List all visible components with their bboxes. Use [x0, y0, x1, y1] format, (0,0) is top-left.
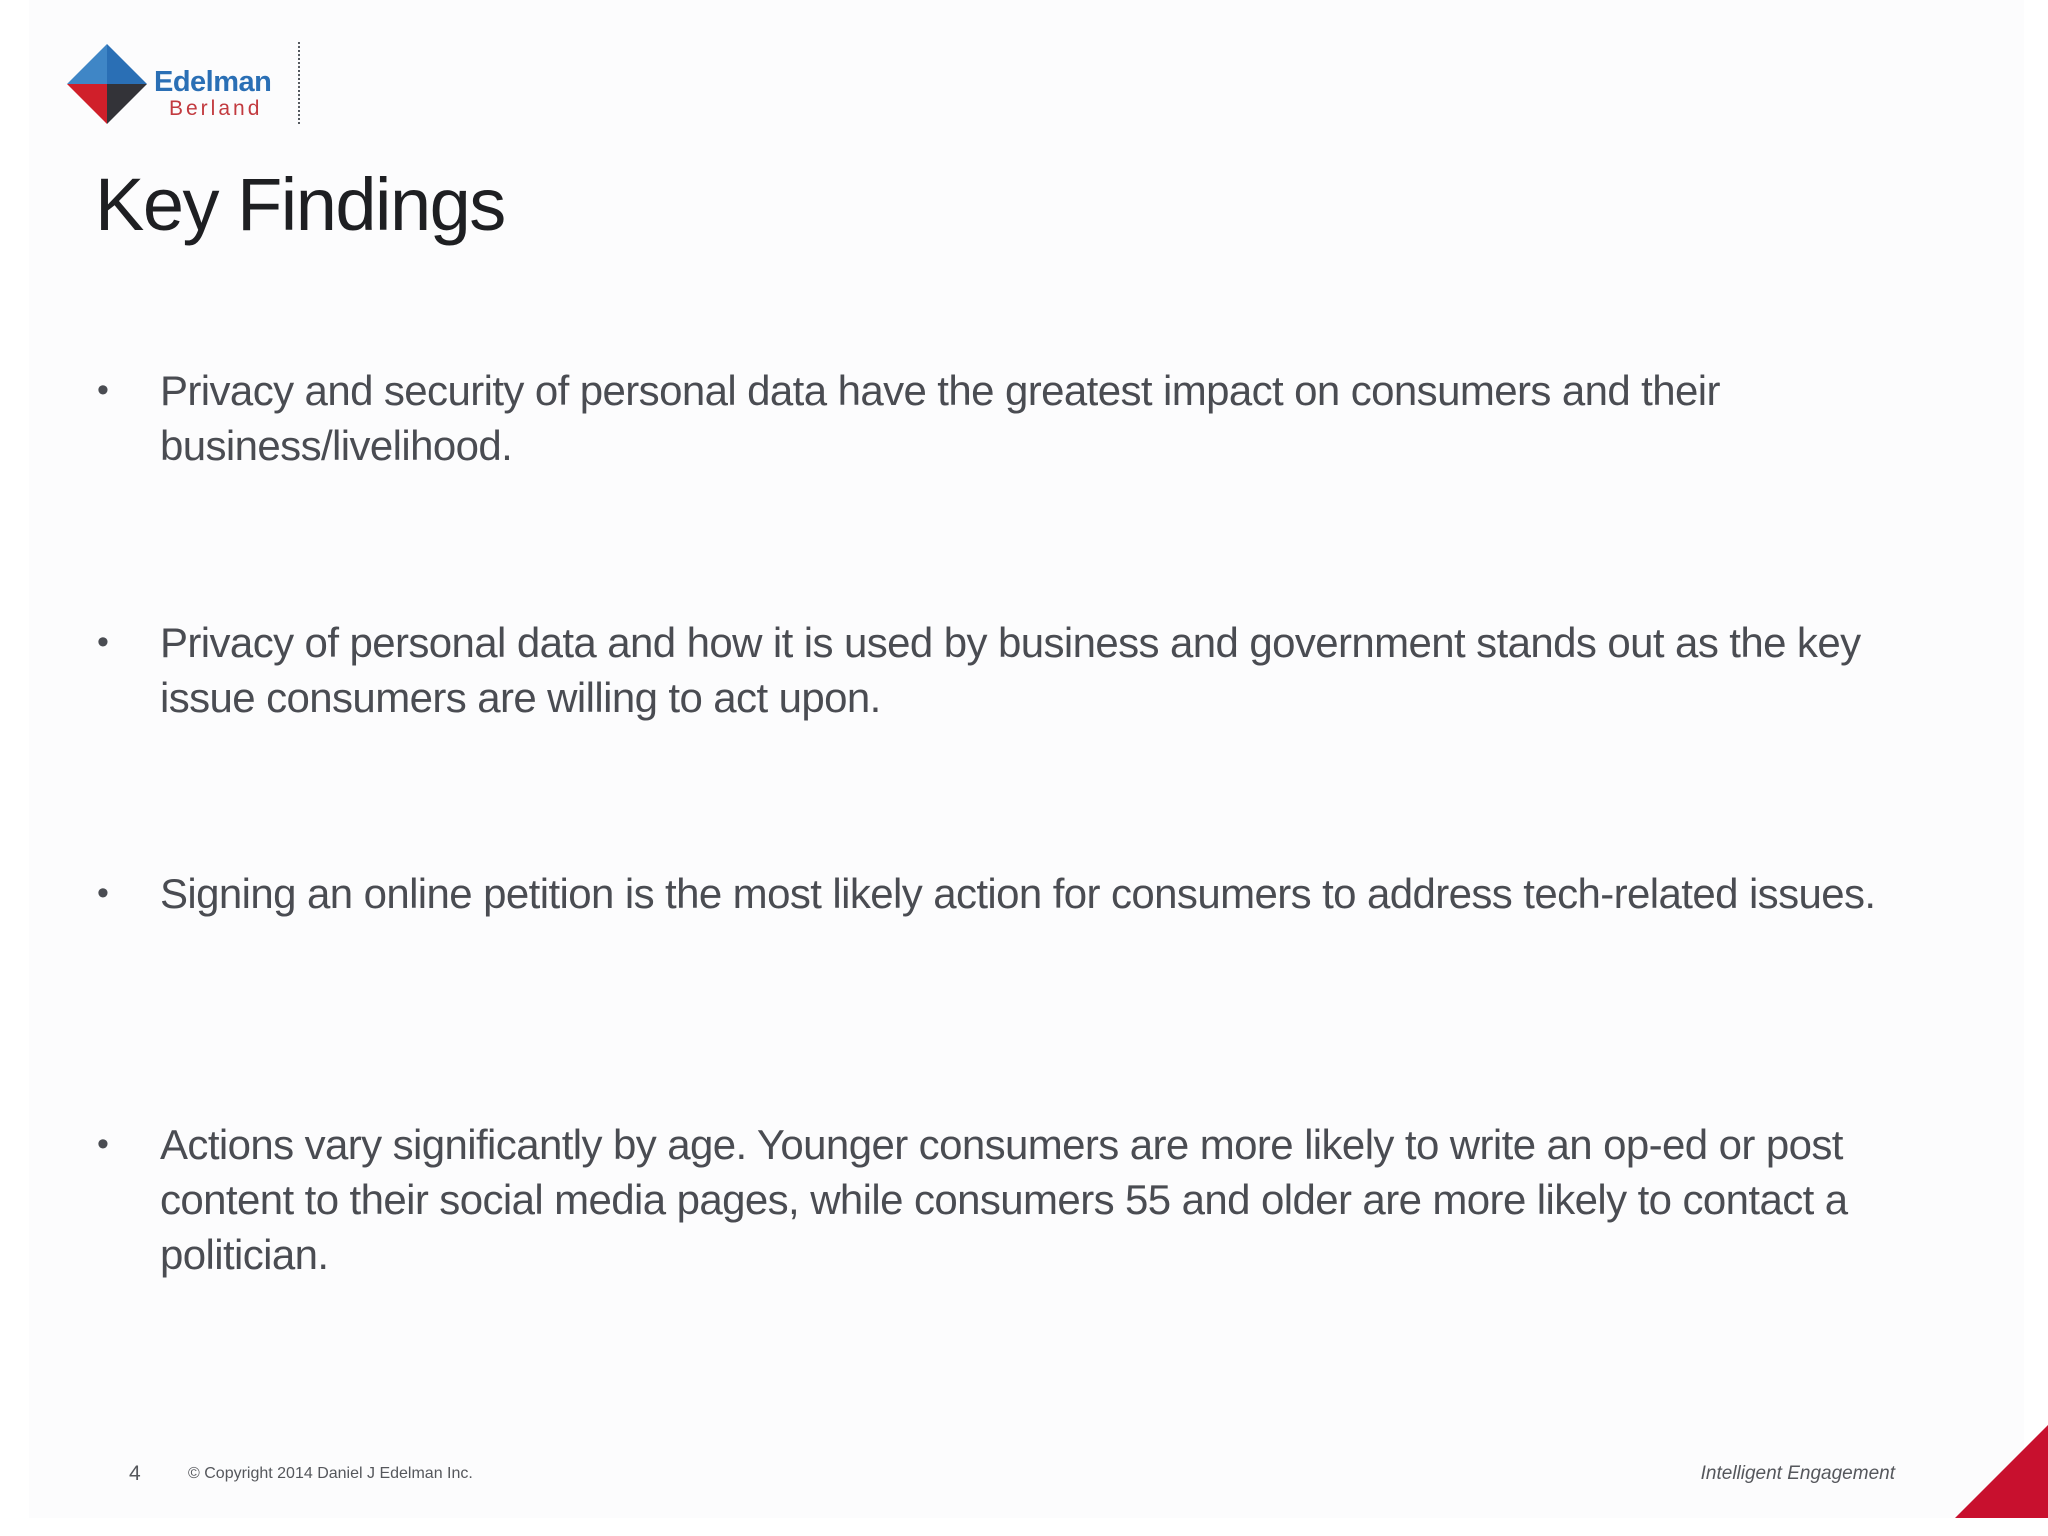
- edelman-berland-logo: [65, 42, 315, 128]
- page-number: 4: [129, 1462, 141, 1485]
- logo-wordmark-berland: Berland: [169, 97, 263, 120]
- finding-text: Privacy of personal data and how it is used by business and government stands out as the key issue consumers are willing to act upon.: [160, 619, 1861, 721]
- corner-triangle-icon: [1955, 1414, 2048, 1518]
- page-title: Key Findings: [95, 163, 505, 246]
- finding-text: Actions vary significantly by age. Younger consumers are more likely to write an op-ed or post content to their social media pages, while consumers 55 and older are more likely to contact a politician.: [160, 1121, 1848, 1278]
- bullet-icon: •: [97, 623, 109, 661]
- finding-text: Signing an online petition is the most likely action for consumers to address tech-related issues.: [160, 870, 1876, 917]
- copyright-notice: © Copyright 2014 Daniel J Edelman Inc.: [188, 1465, 473, 1482]
- logo-mark-icon: [65, 42, 149, 126]
- slide-canvas: [29, 0, 2024, 1518]
- bullet-icon: •: [97, 874, 109, 912]
- logo-divider: [298, 42, 300, 124]
- footer-tagline: Intelligent Engagement: [1700, 1463, 1895, 1484]
- logo-wordmark-edelman: Edelman: [154, 66, 272, 98]
- bullet-icon: •: [97, 371, 109, 409]
- finding-text: Privacy and security of personal data have the greatest impact on consumers and their business/livelihood.: [160, 367, 1720, 469]
- bullet-icon: •: [97, 1125, 109, 1163]
